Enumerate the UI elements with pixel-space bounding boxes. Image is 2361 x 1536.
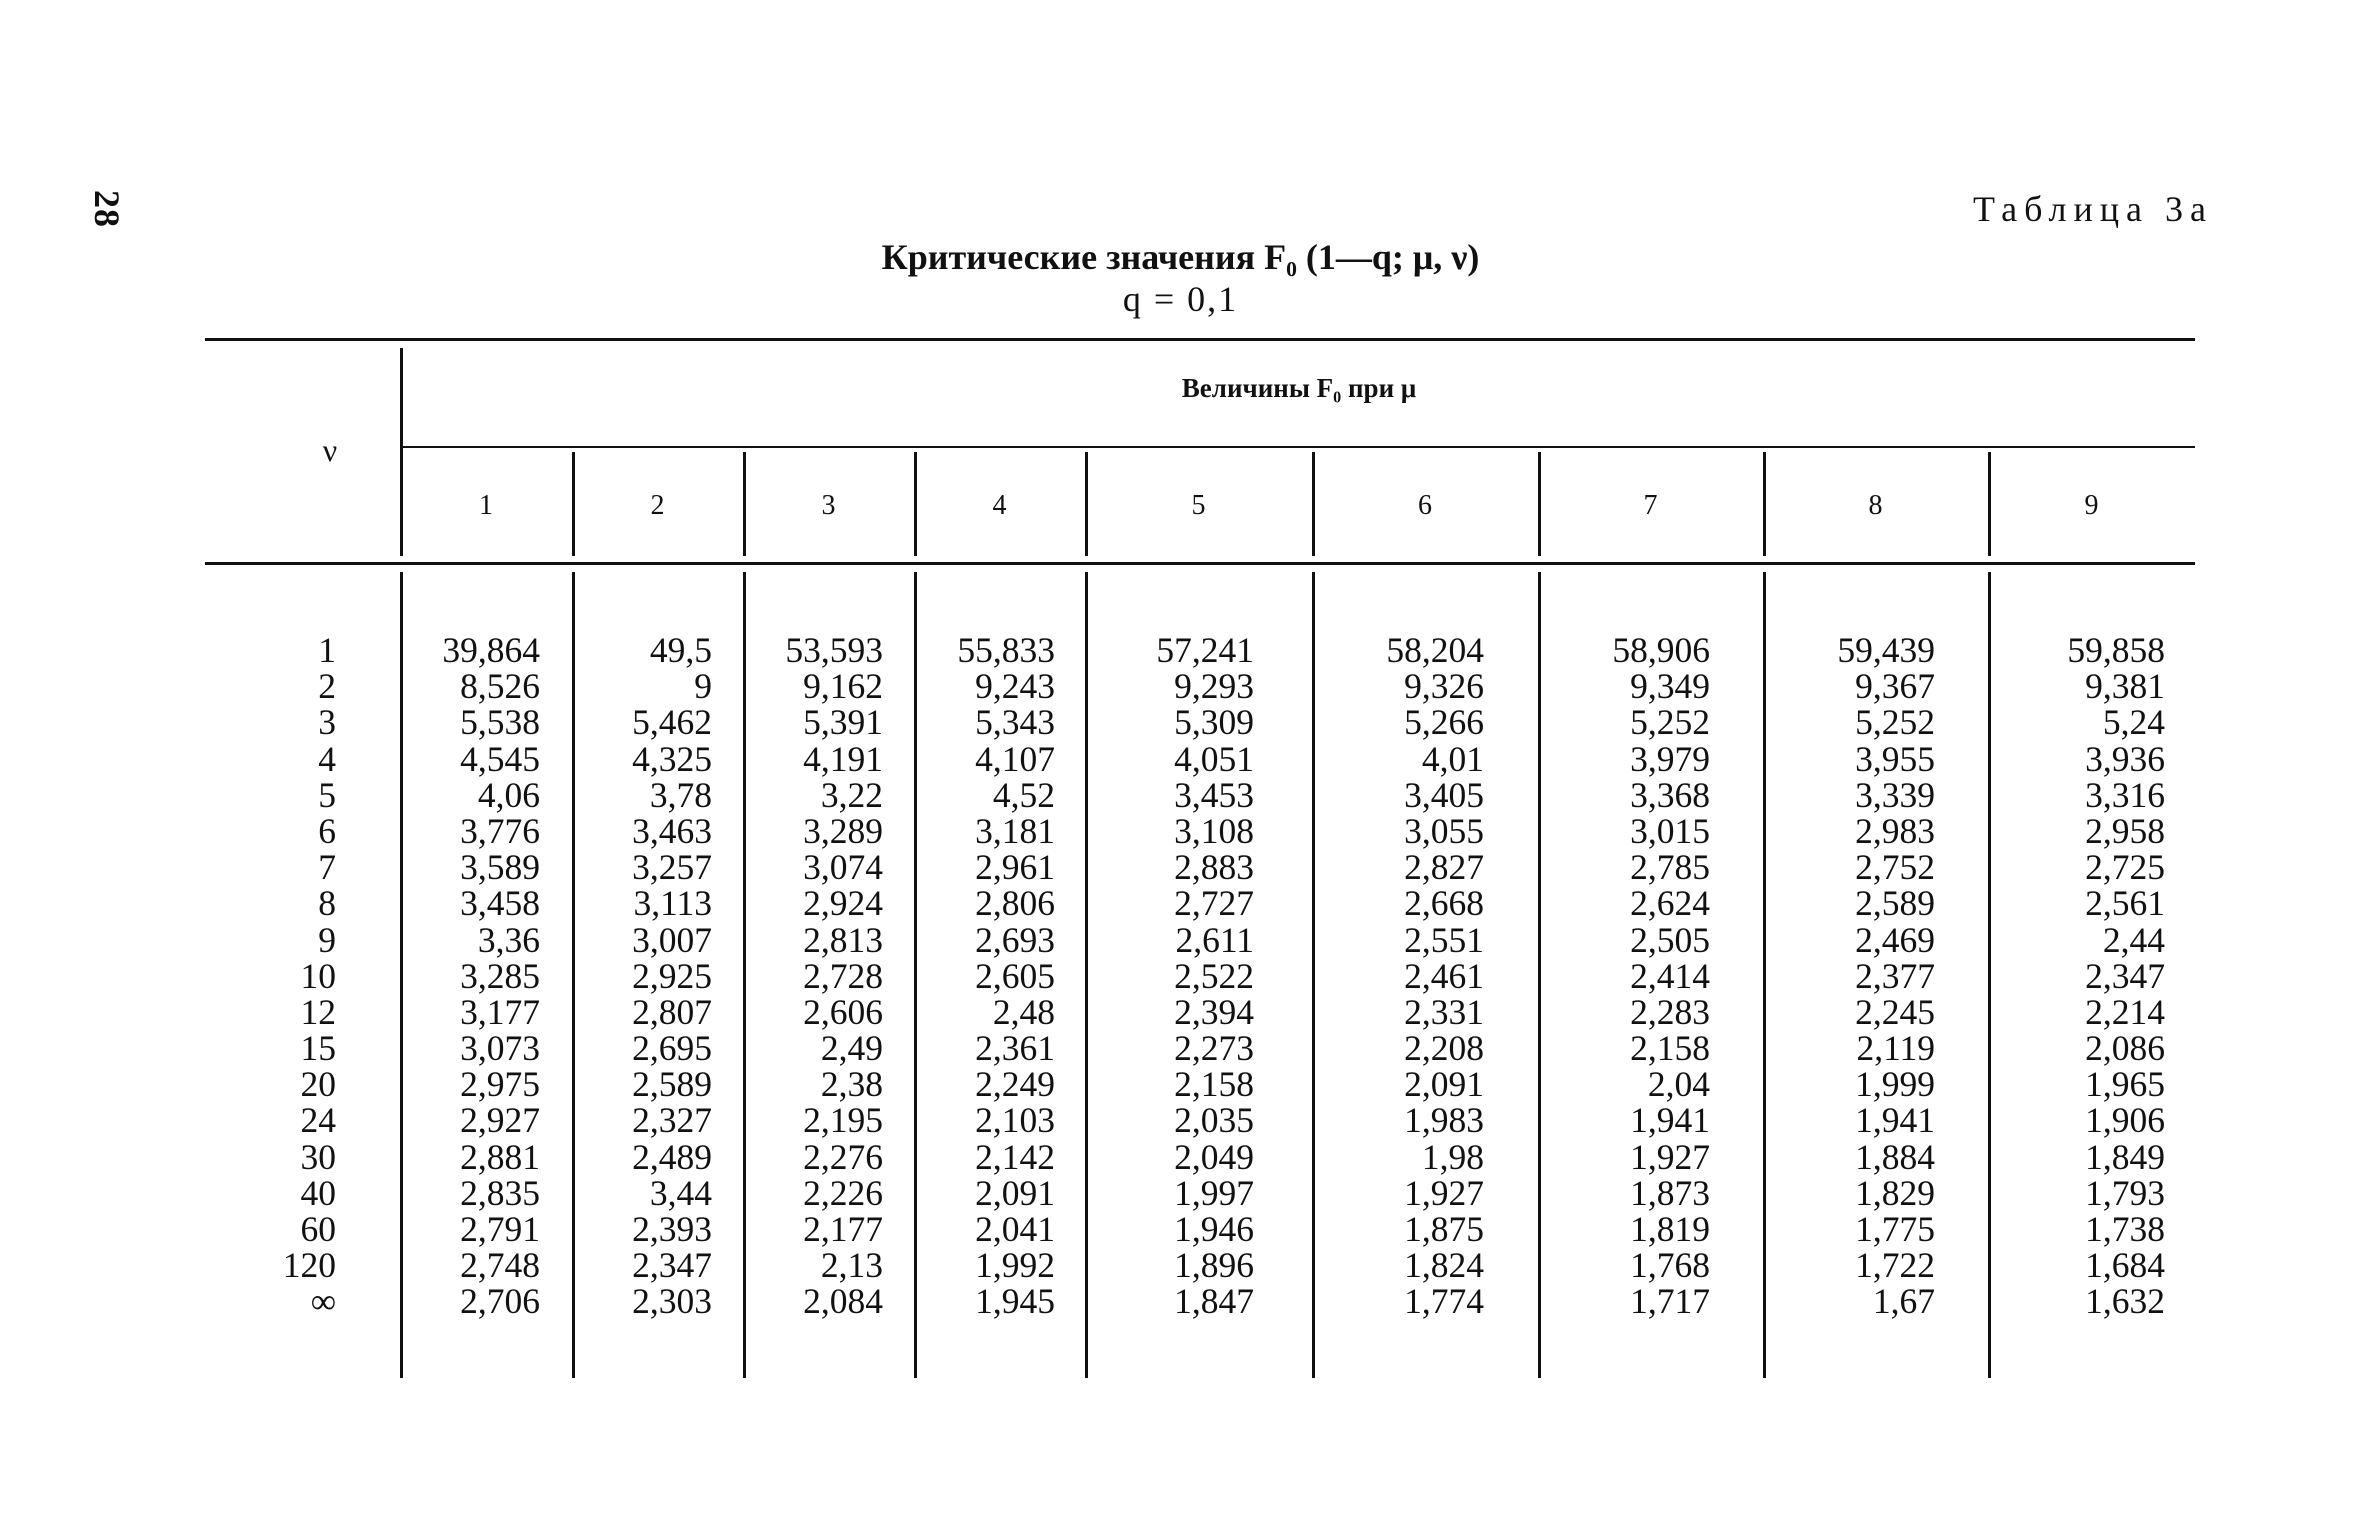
table-cell: 5,462 xyxy=(632,702,712,743)
table-cell: 5,24 xyxy=(2102,702,2165,743)
nu-value: 4 xyxy=(318,738,336,779)
table-cell: 2,283 xyxy=(1630,991,1710,1032)
table-cell: 3,936 xyxy=(2085,738,2165,779)
column-divider-header xyxy=(914,452,917,556)
mu-header-5: 5 xyxy=(1191,490,1206,521)
table-cell: 2,551 xyxy=(1404,919,1484,960)
table-cell: 1,927 xyxy=(1404,1172,1484,1213)
nu-value: 20 xyxy=(300,1064,336,1105)
nu-value: 120 xyxy=(282,1245,336,1286)
column-divider-header xyxy=(1763,452,1766,556)
mu-header-4: 4 xyxy=(992,490,1007,521)
table-cell: 3,289 xyxy=(803,810,883,851)
table-cell: 2,727 xyxy=(1174,883,1254,924)
mu-group-header: Величины F₀ при μ xyxy=(1181,373,1417,403)
table-cell: 3,177 xyxy=(460,991,540,1032)
table-cell: 2,393 xyxy=(632,1209,712,1249)
table-cell: 2,561 xyxy=(2085,883,2165,924)
table-cell: 2,813 xyxy=(803,919,883,960)
table-cell: 1,793 xyxy=(2085,1172,2165,1213)
value-column-mu-8 xyxy=(1775,632,1935,1320)
table-cell: 3,113 xyxy=(633,883,712,924)
table-cell: 5,266 xyxy=(1404,702,1484,743)
table-label: Таблица 3а xyxy=(1973,189,2213,229)
table-cell: 3,979 xyxy=(1630,738,1710,779)
column-divider-header xyxy=(743,452,746,556)
table-cell: 58,204 xyxy=(1386,630,1484,670)
table-cell: 2,881 xyxy=(460,1136,540,1177)
table-cell: 1,738 xyxy=(2085,1209,2165,1249)
mu-header-3: 3 xyxy=(821,490,836,521)
table-cell: 2,693 xyxy=(975,919,1055,960)
table-cell: 2,668 xyxy=(1404,883,1484,924)
table-cell: 5,252 xyxy=(1630,702,1710,743)
table-cell: 2,505 xyxy=(1630,919,1710,960)
nu-value: 9 xyxy=(318,919,336,960)
table-cell: 3,108 xyxy=(1174,810,1254,851)
table-cell: 49,5 xyxy=(649,630,712,670)
nu-value: 2 xyxy=(318,666,336,707)
table-cell: 2,086 xyxy=(2085,1028,2165,1069)
table-cell: 2,748 xyxy=(460,1245,540,1286)
table-cell: 2,091 xyxy=(1404,1064,1484,1105)
table-cell: 2,605 xyxy=(975,955,1055,996)
table-cell: 1,983 xyxy=(1404,1100,1484,1141)
table-cell: 2,226 xyxy=(803,1172,883,1213)
nu-value: 60 xyxy=(300,1209,336,1249)
table-cell: 2,835 xyxy=(460,1172,540,1213)
table-cell: 4,545 xyxy=(460,738,540,779)
table-cell: 5,391 xyxy=(803,702,883,743)
table-cell: 1,722 xyxy=(1855,1245,1935,1286)
header-bottom-rule xyxy=(205,562,2195,565)
table-cell: 2,347 xyxy=(2085,955,2165,996)
table-cell: 2,961 xyxy=(975,847,1055,888)
table-cell: 9,381 xyxy=(2085,666,2165,707)
table-cell: 2,924 xyxy=(803,883,883,924)
column-divider-body xyxy=(1763,572,1766,1378)
table-subtitle: q = 0,1 xyxy=(1122,279,1239,319)
table-cell: 1,884 xyxy=(1855,1136,1935,1177)
table-cell: 3,339 xyxy=(1855,774,1935,815)
table-cell: 2,752 xyxy=(1855,847,1935,888)
table-cell: 2,035 xyxy=(1174,1100,1254,1141)
nu-value: ∞ xyxy=(310,1281,336,1322)
table-cell: 1,849 xyxy=(2085,1136,2165,1177)
table-cell: 1,946 xyxy=(1174,1209,1254,1249)
column-divider-header xyxy=(1988,452,1991,556)
table-cell: 3,44 xyxy=(649,1172,712,1213)
table-cell: 2,975 xyxy=(460,1064,540,1105)
table-cell: 2,119 xyxy=(1856,1028,1935,1069)
nu-value: 5 xyxy=(318,774,336,815)
table-cell: 3,22 xyxy=(820,774,883,815)
table-cell: 2,958 xyxy=(2085,810,2165,851)
table-cell: 1,997 xyxy=(1174,1172,1254,1213)
table-cell: 3,368 xyxy=(1630,774,1710,815)
value-column-mu-9 xyxy=(2005,632,2165,1320)
table-cell: 3,285 xyxy=(460,955,540,996)
table-cell: 2,589 xyxy=(1855,883,1935,924)
table-cell: 1,774 xyxy=(1404,1281,1484,1322)
table-cell: 2,827 xyxy=(1404,847,1484,888)
table-cell: 9,293 xyxy=(1174,666,1254,707)
column-divider-body xyxy=(1538,572,1541,1378)
table-cell: 4,051 xyxy=(1174,738,1254,779)
table-cell: 2,469 xyxy=(1855,919,1935,960)
table-cell: 2,461 xyxy=(1404,955,1484,996)
table-title: Критические значения F₀ (1—q; μ, ν) xyxy=(881,237,1480,277)
table-cell: 2,589 xyxy=(632,1064,712,1105)
table-cell: 2,925 xyxy=(632,955,712,996)
table-cell: 2,807 xyxy=(632,991,712,1032)
table-cell: 4,52 xyxy=(992,774,1055,815)
table-cell: 2,48 xyxy=(992,991,1055,1032)
table-cell: 1,684 xyxy=(2085,1245,2165,1286)
table-cell: 2,091 xyxy=(975,1172,1055,1213)
table-cell: 39,864 xyxy=(442,630,540,670)
table-cell: 2,331 xyxy=(1404,991,1484,1032)
table-cell: 3,78 xyxy=(649,774,712,815)
table-cell: 4,191 xyxy=(803,738,883,779)
nu-value: 10 xyxy=(300,955,336,996)
mu-header-9: 9 xyxy=(2084,490,2099,521)
table-cell: 8,526 xyxy=(460,666,540,707)
nu-value: 30 xyxy=(300,1136,336,1177)
table-cell: 2,158 xyxy=(1630,1028,1710,1069)
table-cell: 2,725 xyxy=(2085,847,2165,888)
table-cell: 2,606 xyxy=(803,991,883,1032)
top-rule xyxy=(205,338,2195,341)
table-cell: 2,489 xyxy=(632,1136,712,1177)
table-cell: 9,367 xyxy=(1855,666,1935,707)
table-cell: 4,06 xyxy=(477,774,540,815)
table-cell: 2,611 xyxy=(1175,919,1254,960)
table-cell: 2,142 xyxy=(975,1136,1055,1177)
nu-value: 12 xyxy=(300,991,336,1032)
nu-value: 40 xyxy=(300,1172,336,1213)
table-cell: 1,829 xyxy=(1855,1172,1935,1213)
table-cell: 1,999 xyxy=(1855,1064,1935,1105)
column-divider-body xyxy=(1988,572,1991,1378)
table-cell: 2,04 xyxy=(1647,1064,1710,1105)
table-cell: 2,103 xyxy=(975,1100,1055,1141)
table-cell: 59,858 xyxy=(2067,630,2165,670)
table-cell: 2,624 xyxy=(1630,883,1710,924)
table-cell: 2,983 xyxy=(1855,810,1935,851)
table-cell: 2,394 xyxy=(1174,991,1254,1032)
table-cell: 3,015 xyxy=(1630,810,1710,851)
table-cell: 2,158 xyxy=(1174,1064,1254,1105)
mu-header-8: 8 xyxy=(1868,490,1883,521)
table-cell: 2,522 xyxy=(1174,955,1254,996)
table-cell: 2,273 xyxy=(1174,1028,1254,1069)
table-cell: 3,181 xyxy=(975,810,1055,851)
table-cell: 1,945 xyxy=(975,1281,1055,1322)
table-cell: 9,349 xyxy=(1630,666,1710,707)
table-cell: 2,249 xyxy=(975,1064,1055,1105)
table-cell: 2,214 xyxy=(2085,991,2165,1032)
table-cell: 2,361 xyxy=(975,1028,1055,1069)
table-cell: 1,941 xyxy=(1855,1100,1935,1141)
table-cell: 2,785 xyxy=(1630,847,1710,888)
table-cell: 5,309 xyxy=(1174,702,1254,743)
table-cell: 3,074 xyxy=(803,847,883,888)
column-divider-body xyxy=(1312,572,1315,1378)
column-divider-header xyxy=(572,452,575,556)
nu-value: 24 xyxy=(300,1100,336,1141)
table-cell: 1,941 xyxy=(1630,1100,1710,1141)
table-cell: 1,67 xyxy=(1872,1281,1935,1322)
value-column-mu-7 xyxy=(1550,632,1710,1320)
table-cell: 1,906 xyxy=(2085,1100,2165,1141)
table-cell: 1,927 xyxy=(1630,1136,1710,1177)
table-cell: 3,776 xyxy=(460,810,540,851)
nu-value: 8 xyxy=(318,883,336,924)
header-mid-rule xyxy=(403,446,2195,448)
table-cell: 1,896 xyxy=(1174,1245,1254,1286)
table-cell: 5,252 xyxy=(1855,702,1935,743)
table-cell: 2,728 xyxy=(803,955,883,996)
table-cell: 9,243 xyxy=(975,666,1055,707)
mu-header-2: 2 xyxy=(650,490,665,521)
table-cell: 9,326 xyxy=(1404,666,1484,707)
mu-header-1: 1 xyxy=(479,490,493,521)
page-number: 28 xyxy=(87,190,127,228)
table-cell: 1,873 xyxy=(1630,1172,1710,1213)
table-cell: 1,992 xyxy=(975,1245,1055,1286)
table-cell: 3,589 xyxy=(460,847,540,888)
nu-value: 6 xyxy=(318,810,336,851)
table-cell: 2,276 xyxy=(803,1136,883,1177)
table-cell: 2,177 xyxy=(803,1209,883,1249)
value-column-mu-1 xyxy=(380,632,540,1320)
table-cell: 1,768 xyxy=(1630,1245,1710,1286)
table-cell: 2,327 xyxy=(632,1100,712,1141)
value-column-mu-4 xyxy=(895,632,1055,1320)
table-cell: 2,084 xyxy=(803,1281,883,1322)
table-cell: 3,955 xyxy=(1855,738,1935,779)
table-cell: 3,453 xyxy=(1174,774,1254,815)
table-cell: 2,791 xyxy=(460,1209,540,1249)
table-cell: 2,806 xyxy=(975,883,1055,924)
table-cell: 2,13 xyxy=(820,1245,883,1286)
mu-header-7: 7 xyxy=(1643,490,1658,521)
table-cell: 2,049 xyxy=(1174,1136,1254,1177)
table-cell: 2,44 xyxy=(2102,919,2165,960)
table-cell: 3,073 xyxy=(460,1028,540,1069)
table-cell: 1,632 xyxy=(2085,1281,2165,1322)
table-cell: 4,107 xyxy=(975,738,1055,779)
table-cell: 3,405 xyxy=(1404,774,1484,815)
table-cell: 1,824 xyxy=(1404,1245,1484,1286)
table-cell: 2,883 xyxy=(1174,847,1254,888)
table-cell: 5,538 xyxy=(460,702,540,743)
table-cell: 1,98 xyxy=(1421,1136,1484,1177)
table-cell: 2,927 xyxy=(460,1100,540,1141)
table-cell: 57,241 xyxy=(1156,630,1254,670)
nu-value: 1 xyxy=(318,630,336,670)
table-cell: 2,245 xyxy=(1855,991,1935,1032)
table-cell: 1,965 xyxy=(2085,1064,2165,1105)
value-column-mu-5 xyxy=(1094,632,1254,1320)
nu-header: ν xyxy=(322,432,338,468)
table-cell: 53,593 xyxy=(785,630,883,670)
table-cell: 4,01 xyxy=(1421,738,1484,779)
column-divider-header xyxy=(1085,452,1088,556)
value-column-mu-6 xyxy=(1324,632,1484,1320)
table-cell: 3,36 xyxy=(477,919,540,960)
nu-value: 3 xyxy=(318,702,336,743)
table-cell: 1,819 xyxy=(1630,1209,1710,1249)
table-cell: 3,055 xyxy=(1404,810,1484,851)
table-cell: 3,257 xyxy=(632,847,712,888)
table-cell: 2,208 xyxy=(1404,1028,1484,1069)
table-cell: 2,377 xyxy=(1855,955,1935,996)
table-cell: 1,717 xyxy=(1630,1281,1710,1322)
table-cell: 3,458 xyxy=(460,883,540,924)
nu-value: 15 xyxy=(300,1028,336,1069)
table-cell: 2,49 xyxy=(820,1028,883,1069)
table-cell: 2,706 xyxy=(460,1281,540,1322)
table-cell: 3,463 xyxy=(632,810,712,851)
table-cell: 55,833 xyxy=(957,630,1055,670)
column-divider-header xyxy=(1312,452,1315,556)
table-cell: 2,347 xyxy=(632,1245,712,1286)
table-cell: 9 xyxy=(694,666,712,707)
column-divider-body xyxy=(1085,572,1088,1378)
table-cell: 3,316 xyxy=(2085,774,2165,815)
table-cell: 2,38 xyxy=(820,1064,883,1105)
nu-column xyxy=(240,632,336,1320)
table-cell: 9,162 xyxy=(803,666,883,707)
table-cell: 1,875 xyxy=(1404,1209,1484,1249)
table-cell: 2,414 xyxy=(1630,955,1710,996)
table-cell: 1,847 xyxy=(1174,1281,1254,1322)
table-cell: 2,195 xyxy=(803,1100,883,1141)
table-cell: 2,041 xyxy=(975,1209,1055,1249)
table-cell: 5,343 xyxy=(975,702,1055,743)
table-cell: 2,695 xyxy=(632,1028,712,1069)
mu-header-6: 6 xyxy=(1418,490,1432,521)
table-cell: 58,906 xyxy=(1612,630,1710,670)
value-column-mu-2 xyxy=(552,632,712,1320)
table-cell: 1,775 xyxy=(1855,1209,1935,1249)
table-cell: 4,325 xyxy=(632,738,712,779)
nu-value: 7 xyxy=(318,847,336,888)
column-divider-header xyxy=(1538,452,1541,556)
table-cell: 59,439 xyxy=(1837,630,1935,670)
value-column-mu-3 xyxy=(723,632,883,1320)
table-cell: 2,303 xyxy=(632,1281,712,1322)
table-cell: 3,007 xyxy=(632,919,712,960)
column-divider-header xyxy=(400,348,403,556)
